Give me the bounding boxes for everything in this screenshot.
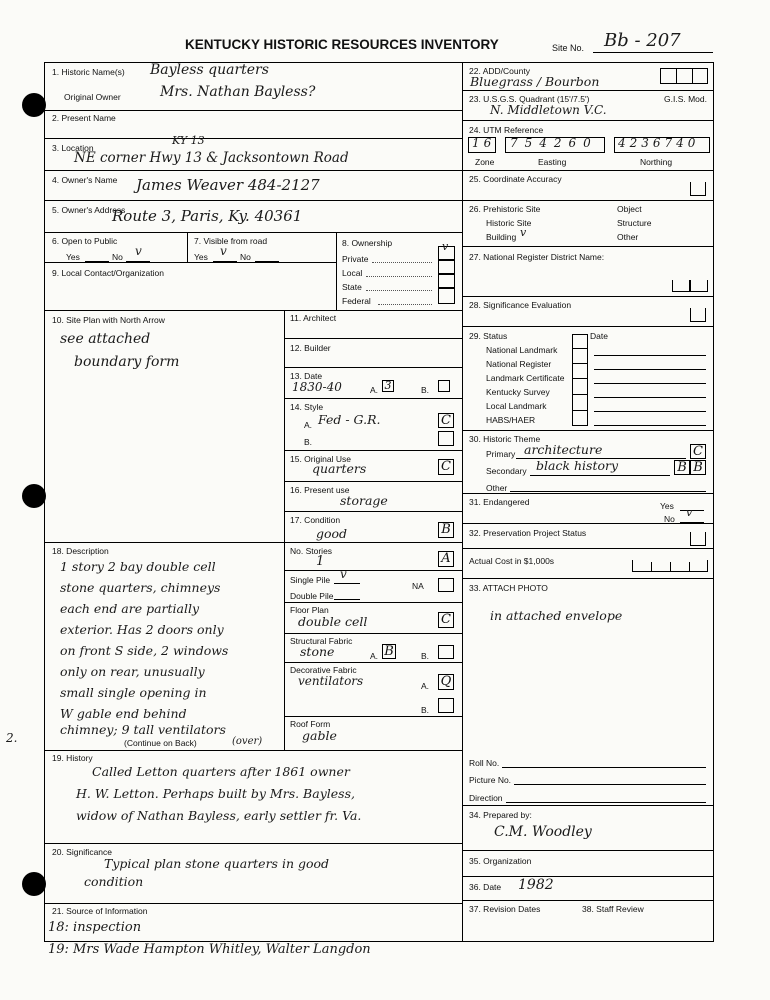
attach-photo-value: in attached envelope bbox=[490, 608, 623, 623]
coord-accuracy-box[interactable] bbox=[690, 182, 706, 196]
deco-fabric-code-a[interactable]: Q bbox=[438, 674, 454, 690]
condition-code[interactable]: B bbox=[438, 522, 454, 538]
rule bbox=[284, 398, 462, 399]
rule bbox=[284, 716, 462, 717]
significance-label: 20. Significance bbox=[52, 847, 113, 857]
struct-fabric-label: Structural Fabric bbox=[290, 636, 353, 646]
prepared-by-value: C.M. Woodley bbox=[494, 824, 592, 840]
blank bbox=[255, 261, 279, 262]
roof-form-value: gable bbox=[302, 728, 337, 743]
location-insert: KY 13 bbox=[172, 134, 205, 147]
blank bbox=[680, 522, 704, 523]
deco-fabric-value: ventilators bbox=[298, 674, 364, 688]
na-label: NA bbox=[412, 581, 424, 591]
rule bbox=[594, 355, 706, 356]
divider bbox=[284, 310, 285, 750]
secondary-code-2[interactable]: B bbox=[690, 460, 706, 475]
rule bbox=[594, 411, 706, 412]
continue-on-back: (Continue on Back) bbox=[124, 738, 197, 748]
ownership-private: Private bbox=[342, 254, 369, 264]
utm-northing-label: Northing bbox=[640, 157, 673, 167]
direction-label: Direction bbox=[469, 793, 503, 803]
rule bbox=[462, 90, 714, 91]
builder-label: 12. Builder bbox=[290, 343, 331, 353]
location-value: NE corner Hwy 13 & Jacksontown Road bbox=[74, 150, 349, 166]
usgs-value: N. Middletown V.C. bbox=[490, 103, 607, 117]
date-b: B. bbox=[421, 385, 430, 395]
rule bbox=[284, 367, 462, 368]
rule bbox=[462, 876, 714, 877]
original-use-code[interactable]: C bbox=[438, 459, 454, 475]
rule bbox=[462, 170, 714, 171]
na-box[interactable] bbox=[438, 578, 454, 592]
visible-road-mark: v bbox=[220, 244, 227, 258]
status-label: 29. Status bbox=[469, 331, 508, 341]
open-public-mark: v bbox=[135, 244, 142, 258]
rule bbox=[284, 542, 462, 543]
struct-fabric-value: stone bbox=[300, 644, 335, 659]
original-use-label: 15. Original Use bbox=[290, 454, 351, 464]
add-county-label: 22. ADD/County bbox=[469, 66, 530, 76]
rule bbox=[572, 378, 588, 379]
significance-line: Typical plan stone quarters in good bbox=[104, 856, 330, 871]
blank bbox=[126, 261, 150, 262]
leader bbox=[366, 276, 432, 277]
rule bbox=[594, 425, 706, 426]
punch-hole bbox=[22, 484, 46, 508]
struct-fabric-code-a[interactable]: B bbox=[382, 644, 396, 659]
visible-road-label: 7. Visible from road bbox=[194, 236, 268, 246]
date-36-value: 1982 bbox=[518, 877, 554, 893]
present-name-label: 2. Present Name bbox=[52, 113, 116, 123]
location-label: 3. Location bbox=[52, 143, 94, 153]
utm-easting-value: 754260 bbox=[510, 136, 598, 150]
actual-cost-label: Actual Cost in $1,000s bbox=[469, 556, 555, 566]
endangered-label: 31. Endangered bbox=[469, 497, 530, 507]
history-label: 19. History bbox=[52, 753, 93, 763]
struct-fabric-code-b[interactable] bbox=[438, 645, 454, 659]
punch-hole bbox=[22, 872, 46, 896]
rule bbox=[44, 170, 462, 171]
organization-label: 35. Organization bbox=[469, 856, 532, 866]
rule bbox=[44, 903, 462, 904]
stories-value: 1 bbox=[316, 554, 325, 569]
divider bbox=[187, 232, 188, 262]
county-code-box[interactable] bbox=[660, 68, 708, 84]
rule bbox=[594, 397, 706, 398]
ownership-box-state[interactable] bbox=[438, 274, 455, 288]
continue-over: (over) bbox=[232, 736, 263, 747]
deco-fabric-code-b[interactable] bbox=[438, 698, 454, 713]
staff-review-label: 38. Staff Review bbox=[582, 904, 644, 914]
local-contact-label: 9. Local Contact/Organization bbox=[52, 268, 164, 278]
primary-label: Primary bbox=[486, 449, 516, 459]
rule bbox=[44, 262, 337, 263]
style-label: 14. Style bbox=[290, 402, 324, 412]
rule bbox=[572, 348, 588, 349]
object-label: Object bbox=[617, 204, 642, 214]
single-pile-label: Single Pile bbox=[290, 575, 331, 585]
date-code-a[interactable]: 3 bbox=[382, 380, 394, 392]
status-item-national-register: National Register bbox=[486, 359, 552, 369]
visible-road-yes: Yes bbox=[194, 252, 208, 262]
endangered-mark: v bbox=[686, 506, 693, 519]
rule bbox=[462, 246, 714, 247]
description-line: on front S side, 2 windows bbox=[60, 643, 229, 658]
open-public-yes: Yes bbox=[66, 252, 80, 262]
rule bbox=[44, 110, 462, 111]
site-plan-label: 10. Site Plan with North Arrow bbox=[52, 315, 165, 325]
leader bbox=[372, 262, 432, 263]
blank bbox=[510, 491, 706, 492]
rule bbox=[44, 750, 462, 751]
original-owner-label: Original Owner bbox=[64, 92, 121, 102]
historic-name-label: 1. Historic Name(s) bbox=[52, 67, 125, 77]
utm-zone-value: 16 bbox=[472, 136, 496, 150]
site-no-value: Bb - 207 bbox=[604, 30, 681, 51]
single-pile-mark: v bbox=[340, 567, 347, 581]
rule bbox=[462, 120, 714, 121]
floor-plan-label: Floor Plan bbox=[290, 605, 329, 615]
historic-name-value: Bayless quarters bbox=[150, 62, 269, 78]
date-value: 1830-40 bbox=[292, 380, 342, 394]
gis-mod-label: G.I.S. Mod. bbox=[664, 94, 707, 104]
rule bbox=[462, 900, 714, 901]
form-title: KENTUCKY HISTORIC RESOURCES INVENTORY bbox=[185, 37, 499, 52]
historic-theme-label: 30. Historic Theme bbox=[469, 434, 541, 444]
ownership-box-local[interactable] bbox=[438, 260, 455, 274]
site-plan-value1: see attached bbox=[60, 331, 151, 347]
rule bbox=[572, 394, 588, 395]
rule bbox=[462, 805, 714, 806]
attach-photo-label: 33. ATTACH PHOTO bbox=[469, 583, 548, 593]
divider bbox=[651, 562, 652, 572]
condition-value: good bbox=[316, 526, 348, 541]
blank bbox=[334, 583, 360, 584]
status-date-label: Date bbox=[590, 331, 608, 341]
original-owner-value: Mrs. Nathan Bayless? bbox=[160, 84, 316, 100]
description-line: exterior. Has 2 doors only bbox=[60, 622, 224, 637]
divider bbox=[692, 68, 693, 84]
description-line: stone quarters, chimneys bbox=[60, 580, 221, 595]
punch-hole bbox=[22, 93, 46, 117]
history-line: H. W. Letton. Perhaps built by Mrs. Bayless, bbox=[76, 786, 355, 801]
endangered-yes: Yes bbox=[660, 501, 674, 511]
primary-code[interactable]: C bbox=[690, 444, 706, 459]
site-no-line bbox=[593, 52, 713, 53]
source-label: 21. Source of Information bbox=[52, 906, 148, 916]
ownership-federal: Federal bbox=[342, 296, 371, 306]
divider bbox=[670, 562, 671, 572]
present-use-label: 16. Present use bbox=[290, 485, 350, 495]
divider bbox=[336, 232, 337, 310]
rule bbox=[284, 602, 462, 603]
roof-form-label: Roof Form bbox=[290, 719, 331, 729]
utm-zone-label: Zone bbox=[475, 157, 495, 167]
status-item-landmark-certificate: Landmark Certificate bbox=[486, 373, 565, 383]
description-margin-mark: 2. bbox=[6, 731, 18, 745]
rule bbox=[284, 450, 462, 451]
rule bbox=[284, 633, 462, 634]
ownership-state: State bbox=[342, 282, 362, 292]
site-no-label: Site No. bbox=[552, 43, 585, 53]
add-county-value: Bluegrass / Bourbon bbox=[470, 74, 600, 89]
description-line: only on rear, unusually bbox=[60, 664, 205, 679]
rule bbox=[462, 296, 714, 297]
description-line: 1 story 2 bay double cell bbox=[60, 559, 216, 574]
history-line: Called Letton quarters after 1861 owner bbox=[92, 764, 350, 779]
description-line: each end are partially bbox=[60, 601, 200, 616]
ownership-label: 8. Ownership bbox=[342, 238, 393, 248]
secondary-label: Secondary bbox=[486, 466, 527, 476]
rule bbox=[462, 548, 714, 549]
revision-dates-label: 37. Revision Dates bbox=[469, 904, 541, 914]
rule bbox=[44, 310, 462, 311]
rule bbox=[572, 363, 588, 364]
rule bbox=[284, 511, 462, 512]
deco-fabric-label: Decorative Fabric bbox=[290, 665, 357, 675]
struct-fabric-a: A. bbox=[370, 651, 379, 661]
rule bbox=[44, 232, 462, 233]
visible-road-no: No bbox=[240, 252, 251, 262]
rule bbox=[462, 430, 714, 431]
description-line: small single opening in bbox=[60, 685, 207, 700]
utm-easting-label: Easting bbox=[538, 157, 567, 167]
status-item-habs-haer: HABS/HAER bbox=[486, 415, 536, 425]
coord-accuracy-label: 25. Coordinate Accuracy bbox=[469, 174, 562, 184]
ownership-box-federal[interactable] bbox=[438, 288, 455, 304]
primary-value: architecture bbox=[524, 442, 603, 457]
blank bbox=[514, 784, 706, 785]
historic-site-label: Historic Site bbox=[486, 218, 532, 228]
building-mark: v bbox=[520, 226, 527, 239]
utm-label: 24. UTM Reference bbox=[469, 125, 544, 135]
style-code-b[interactable] bbox=[438, 431, 454, 446]
rule bbox=[44, 542, 284, 543]
rule bbox=[284, 338, 462, 339]
original-use-value: quarters bbox=[312, 461, 367, 476]
description-line: W gable end behind bbox=[60, 706, 187, 721]
description-line: chimney; 9 tall ventilators bbox=[60, 722, 226, 737]
status-item-kentucky-survey: Kentucky Survey bbox=[486, 387, 550, 397]
floor-plan-value: double cell bbox=[298, 614, 368, 629]
date-label: 13. Date bbox=[290, 371, 323, 381]
open-public-label: 6. Open to Public bbox=[52, 236, 118, 246]
style-a: A. bbox=[304, 420, 313, 430]
open-public-no: No bbox=[112, 252, 123, 262]
date-a: A. bbox=[370, 385, 379, 395]
structure-label: Structure bbox=[617, 218, 652, 228]
history-line: widow of Nathan Bayless, early settler fr. Va. bbox=[76, 808, 362, 823]
present-use-value: storage bbox=[340, 493, 388, 508]
source-line: 19: Mrs Wade Hampton Whitley, Walter Langdon bbox=[48, 942, 371, 957]
utm-northing-value: 4236740 bbox=[618, 136, 700, 150]
architect-label: 11. Architect bbox=[290, 313, 337, 323]
source-line: 18: inspection bbox=[48, 920, 142, 935]
rule bbox=[462, 523, 714, 524]
rule bbox=[462, 200, 714, 201]
significance-line: condition bbox=[84, 874, 144, 889]
rule bbox=[44, 200, 462, 201]
style-b: B. bbox=[304, 437, 313, 447]
owner-name-label: 4. Owner's Name bbox=[52, 175, 118, 185]
date-code-b[interactable] bbox=[438, 380, 450, 392]
picture-no-label: Picture No. bbox=[469, 775, 512, 785]
preservation-status-box[interactable] bbox=[690, 532, 706, 546]
blank bbox=[85, 261, 109, 262]
site-plan-value2: boundary form bbox=[74, 354, 180, 370]
stories-label: No. Stories bbox=[290, 546, 333, 556]
rule bbox=[44, 843, 462, 844]
blank bbox=[502, 767, 706, 768]
sig-eval-box[interactable] bbox=[690, 308, 706, 322]
blank bbox=[506, 802, 706, 803]
rule bbox=[462, 578, 714, 579]
sig-eval-label: 28. Significance Evaluation bbox=[469, 300, 572, 310]
description-label: 18. Description bbox=[52, 546, 109, 556]
ownership-local: Local bbox=[342, 268, 363, 278]
struct-fabric-b: B. bbox=[421, 651, 430, 661]
preservation-status-label: 32. Preservation Project Status bbox=[469, 528, 587, 538]
rule bbox=[284, 570, 462, 571]
status-item-local-landmark: Local Landmark bbox=[486, 401, 547, 411]
rule bbox=[44, 138, 462, 139]
blank bbox=[530, 475, 670, 476]
double-pile-label: Double Pile bbox=[290, 591, 334, 601]
rule bbox=[284, 662, 462, 663]
rule bbox=[572, 410, 588, 411]
status-item-national-landmark: National Landmark bbox=[486, 345, 558, 355]
rule bbox=[594, 369, 706, 370]
condition-label: 17. Condition bbox=[290, 515, 341, 525]
usgs-label: 23. U.S.G.S. Quadrant (15'/7.5') bbox=[469, 94, 590, 104]
leader bbox=[378, 304, 432, 305]
blank bbox=[213, 261, 237, 262]
rule bbox=[462, 493, 714, 494]
prehistoric-label: 26. Prehistoric Site bbox=[469, 204, 541, 214]
stories-code[interactable]: A bbox=[438, 551, 454, 567]
divider bbox=[462, 62, 463, 942]
nr-district-box2[interactable] bbox=[690, 280, 708, 292]
owner-address-value: Route 3, Paris, Ky. 40361 bbox=[112, 207, 303, 225]
other-label: Other bbox=[617, 232, 639, 242]
prepared-by-label: 34. Prepared by: bbox=[469, 810, 532, 820]
nr-district-box1[interactable] bbox=[672, 280, 690, 292]
date-36-label: 36. Date bbox=[469, 882, 502, 892]
style-value: Fed - G.R. bbox=[318, 412, 381, 427]
building-label: Building bbox=[486, 232, 517, 242]
deco-fabric-b: B. bbox=[421, 705, 430, 715]
leader bbox=[366, 290, 432, 291]
deco-fabric-a: A. bbox=[421, 681, 430, 691]
divider bbox=[689, 562, 690, 572]
floor-plan-code[interactable]: C bbox=[438, 612, 454, 628]
secondary-value: black history bbox=[536, 458, 619, 473]
style-code-a[interactable]: C bbox=[438, 413, 454, 428]
secondary-code-1[interactable]: B bbox=[674, 460, 690, 475]
endangered-no: No bbox=[664, 514, 675, 524]
ownership-mark: v bbox=[442, 240, 449, 253]
rule bbox=[284, 481, 462, 482]
roll-no-label: Roll No. bbox=[469, 758, 500, 768]
owner-name-value: James Weaver 484-2127 bbox=[136, 176, 320, 194]
owner-address-label: 5. Owner's Address bbox=[52, 205, 126, 215]
rule bbox=[462, 850, 714, 851]
divider bbox=[676, 68, 677, 84]
theme-other-label: Other bbox=[486, 483, 508, 493]
nr-district-label: 27. National Register District Name: bbox=[469, 252, 605, 262]
rule bbox=[594, 383, 706, 384]
rule bbox=[462, 326, 714, 327]
blank bbox=[334, 599, 360, 600]
